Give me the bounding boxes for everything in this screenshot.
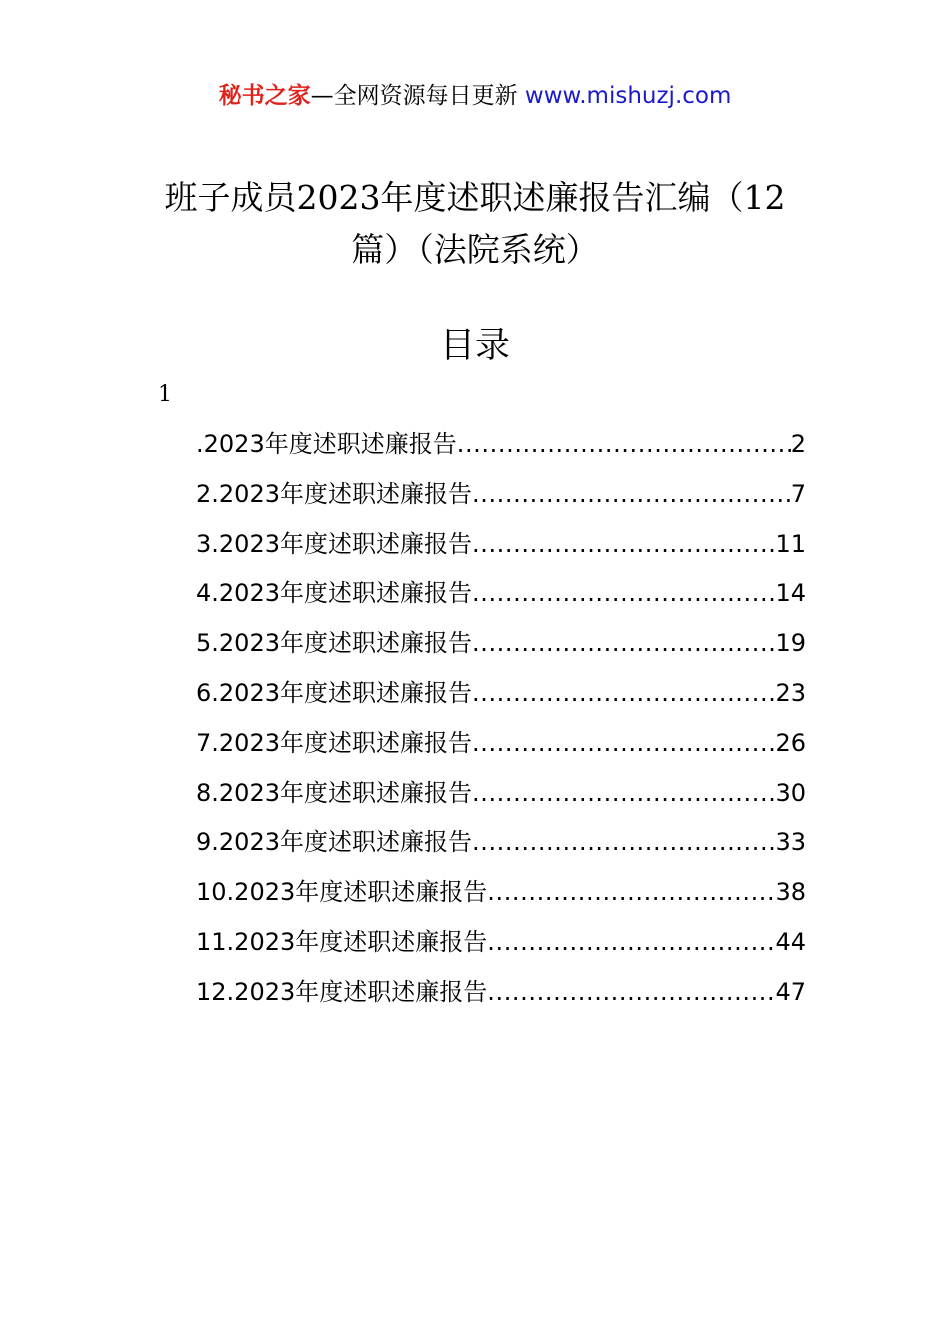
toc-entry[interactable] [196,619,806,669]
toc-page-number: 7 [790,479,806,508]
toc-entry-title: 4.2023年度述职述廉报告 [196,579,472,608]
toc-heading: 目录 [439,326,510,366]
toc-entry-title: 2.2023年度述职述廉报告 [196,479,472,508]
header-tagline: —全网资源每日更新 [310,83,525,109]
title-year: 2023 [296,178,381,217]
toc-leader-dots [487,968,775,1018]
toc-entry[interactable] [196,968,806,1018]
toc-leader-dots [472,719,775,769]
toc-entry-title: 10.2023年度述职述廉报告 [196,878,488,907]
toc-page-number: 19 [775,629,806,658]
toc-leader-dots [472,470,791,520]
toc-entry[interactable] [196,569,806,619]
toc-page-number: 2 [790,430,806,458]
toc-entry-title: 3.2023年度述职述廉报告 [196,529,472,558]
toc-page-number: 38 [775,878,806,907]
toc-entry[interactable] [196,918,806,968]
list-number-mark: 1 [158,382,172,407]
toc-leader-dots [457,420,791,470]
toc-leader-dots [487,868,775,918]
toc-entry[interactable] [196,719,806,769]
toc-leader-dots [487,918,775,968]
toc-entry-title: 6.2023年度述职述廉报告 [196,678,472,707]
toc-list [196,420,806,1018]
toc-page-number: 23 [775,678,806,707]
toc-page-number: 11 [775,529,806,558]
toc-entry[interactable] [196,868,806,918]
brand-name: 秘书之家 [218,83,311,109]
toc-entry[interactable] [196,520,806,570]
title-part-3: 篇）（法院系统） [351,230,599,269]
toc-leader-dots [472,520,775,570]
toc-entry[interactable] [196,769,806,819]
toc-entry-title: 12.2023年度述职述廉报告 [196,977,488,1006]
toc-entry-title: 7.2023年度述职述廉报告 [196,728,472,757]
toc-entry[interactable] [196,818,806,868]
toc-entry-title: 9.2023年度述职述廉报告 [196,828,472,857]
title-part-2: 年度述职述廉报告汇编（ [380,178,744,217]
toc-page-number: 14 [775,579,806,608]
toc-page-number: 26 [775,728,806,757]
site-url-link[interactable]: www.mishuzj.com [524,83,732,109]
title-part-1: 班子成员 [164,178,297,217]
toc-leader-dots [472,818,775,868]
toc-entry[interactable] [196,470,806,520]
toc-entry-title: .2023年度述职述廉报告 [196,430,457,458]
toc-leader-dots [472,619,775,669]
toc-entry[interactable] [196,420,806,470]
toc-leader-dots [472,769,775,819]
document-title [140,172,810,276]
toc-page-number: 30 [775,778,806,807]
toc-entry-title: 11.2023年度述职述廉报告 [196,927,488,956]
toc-page-number: 47 [775,977,806,1006]
toc-leader-dots [472,569,775,619]
toc-leader-dots [472,669,775,719]
toc-entry-title: 5.2023年度述职述廉报告 [196,629,472,658]
title-count: 12 [743,178,786,217]
toc-page-number: 44 [775,927,806,956]
toc-entry-title: 8.2023年度述职述廉报告 [196,778,472,807]
toc-entry[interactable] [196,669,806,719]
site-header [0,80,950,112]
toc-page-number: 33 [775,828,806,857]
